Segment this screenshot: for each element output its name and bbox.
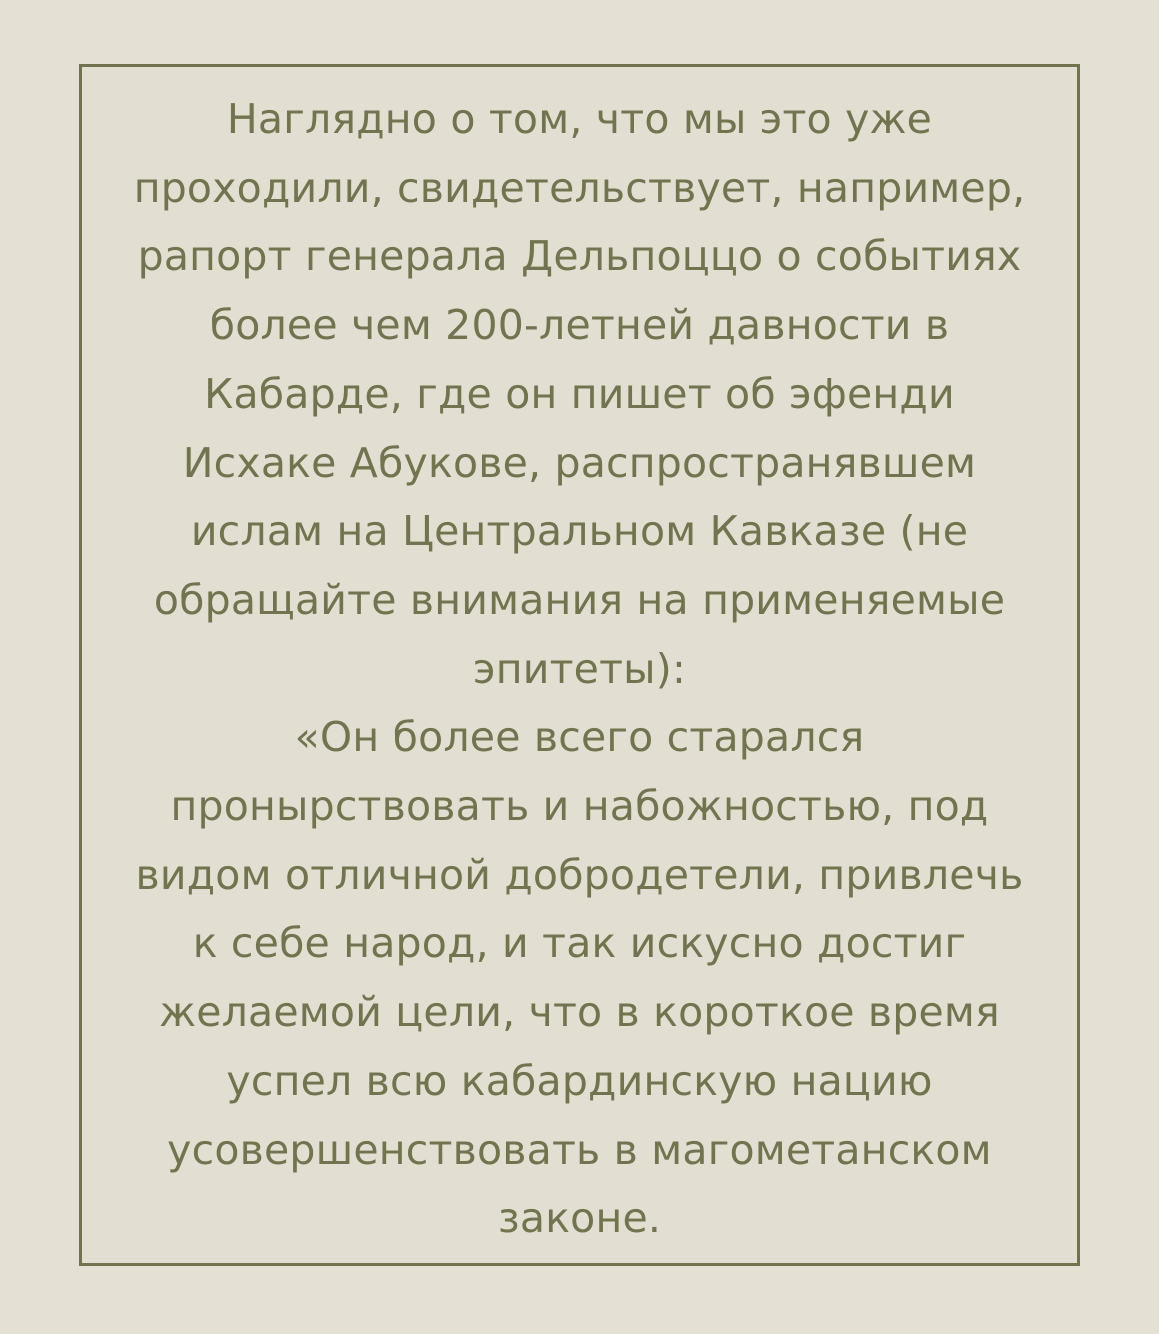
text-line: усовершенствовать в магометанском [167, 1125, 992, 1174]
text-line: к себе народ, и так искусно достиг [192, 919, 967, 968]
text-line: более чем 200-летней давности в [209, 301, 950, 350]
text-line: «Он более всего старался [294, 713, 865, 762]
text-line: проходили, свидетельствует, например, [133, 163, 1026, 212]
text-line: Кабарде, где он пишет об эфенди [204, 369, 955, 418]
text-line: желаемой цели, что в короткое время [159, 988, 1000, 1037]
text-line: рапорт генерала Дельпоццо о событиях [137, 232, 1022, 281]
text-line: обращайте внимания на применяемые [153, 575, 1006, 624]
quote-text [82, 85, 1077, 1253]
text-line: ислам на Центральном Кавказе (не [190, 507, 969, 556]
text-line: успел всю кабардинскую нацию [226, 1056, 933, 1105]
text-line: видом отличной добродетели, привлечь [135, 850, 1024, 899]
text-line: Исхаке Абукове, распространявшем [182, 438, 977, 487]
text-line: эпитеты): [473, 644, 686, 693]
quote-frame [79, 64, 1080, 1266]
text-line: законе. [497, 1194, 662, 1243]
text-line: пронырствовать и набожностью, под [170, 782, 989, 831]
text-line: Наглядно о том, что мы это уже [226, 95, 933, 143]
